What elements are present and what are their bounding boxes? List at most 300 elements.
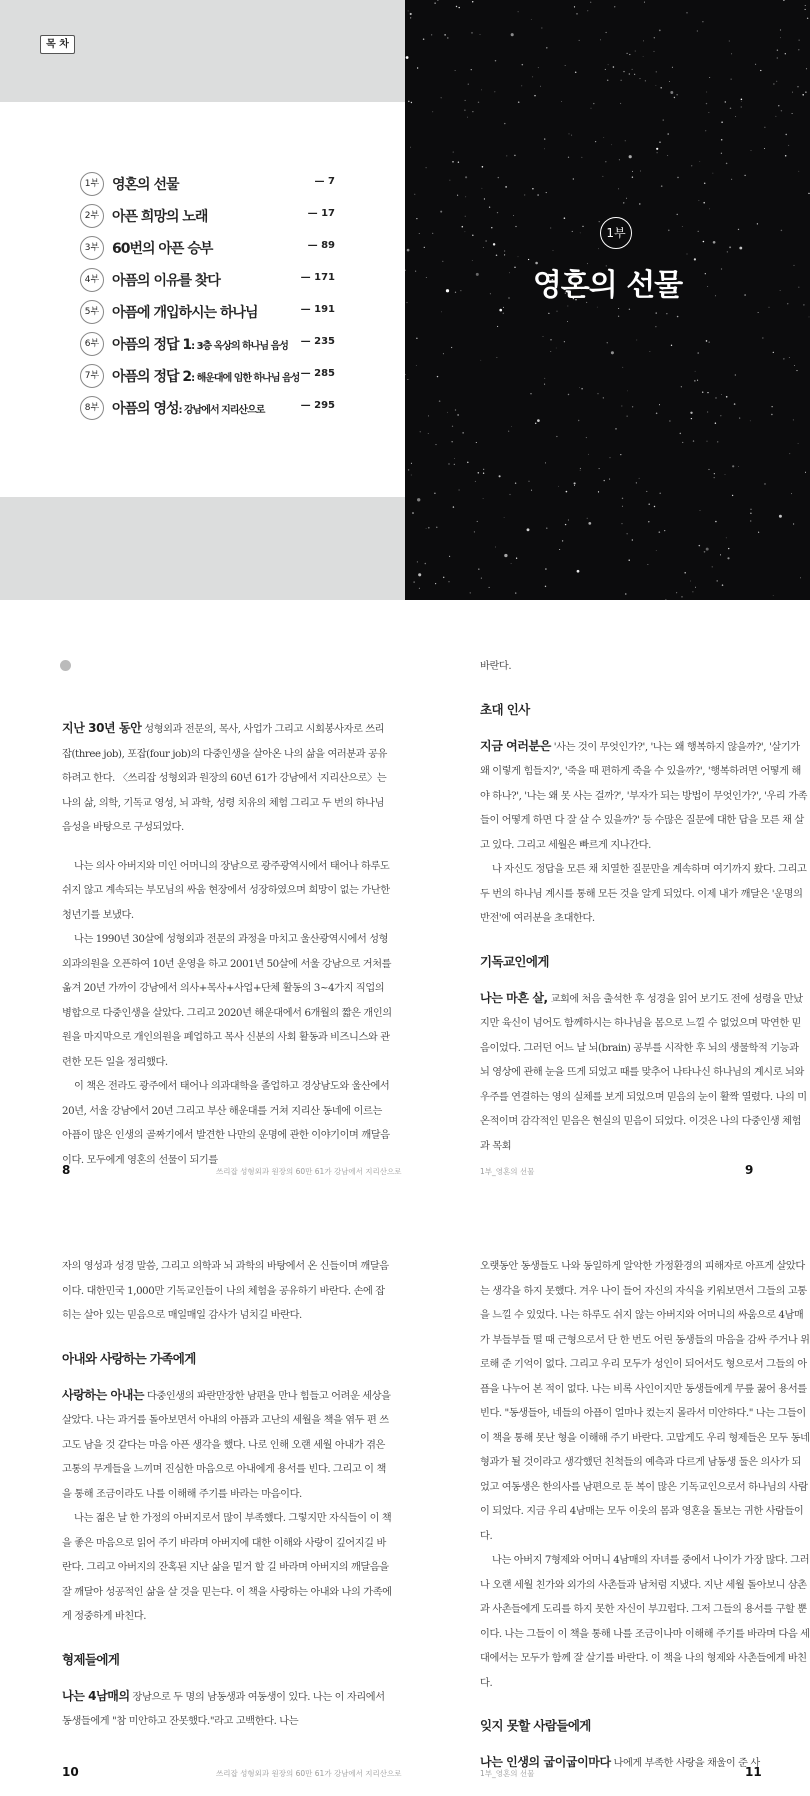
paragraph: 오랫동안 동생들도 나와 동일하게 알악한 가정환경의 피해자로 아프게 살았다는 생각을 하지 못했다. 겨우 나이 들어 자신의 자식을 키워보면서 그들의 고통을 느낄 수 있었다. 나는 하루도 쉬지 않는 아버지와 어머니의 싸움으로 4남매가 부들부들 떨 때 근형으로서 단 한 번도 어린 동생들의 마음을 감싸 주거나 위로해 준 기억이 없다. 그리고 우리 모두가 성인이 되어서도 형으로서 그들의 아픔을 나누어 본 적이 없다. 나는 비록 사인이지만 동생들에게 무릎 꿇어 용서를 빈다. "동생들아, 네들의 아픔이 얼마나 컸는지 몰라서 미안하다." 나는 그들이 이 책을 통해 못난 형을 이해해 주기 바란다. 고맙게도 우리 형제들은 모두 동네 형과가 될 것이라고 생각했던 친척들의 예측과 다르게 남동생 둘은 의사가 되었고 여동생은 한의사를 남편으로 둔 복이 많은 기독교인으로서 하나님의 사람이 되었다. 지금 우리 4남매는 모두 이웃의 몸과 영혼을 돌보는 귀한 사람들이다. [480,1261,810,1542]
star [720,554,721,555]
star [618,189,619,190]
star [580,468,581,469]
star [548,313,549,314]
star [632,171,633,172]
star [504,517,505,518]
page-number: 9 [745,1163,754,1177]
star [731,54,732,55]
star [454,464,455,465]
star [498,177,499,178]
star [706,340,708,342]
star [682,596,683,597]
star [655,326,656,327]
star [481,90,482,91]
star [771,414,772,415]
star [656,148,658,150]
star [656,85,657,86]
running-header: 1부_영혼의 선물 [480,1769,535,1778]
star [709,209,710,210]
star [703,241,705,243]
star [783,358,784,359]
star [447,37,448,38]
star [654,506,655,507]
star [410,17,411,18]
star [543,336,544,337]
star [629,309,630,310]
star [741,107,742,108]
star [495,60,496,61]
star [627,416,628,417]
star [471,69,472,70]
star [666,313,667,314]
star [777,49,778,50]
star [515,226,516,227]
star [708,341,710,343]
star [659,493,661,495]
star [762,338,763,339]
star [773,595,774,596]
star [465,196,466,197]
star [595,141,596,142]
star [590,2,591,3]
star [708,469,709,470]
star [499,475,501,477]
star [453,506,454,507]
toc-badge: 목 차 [40,35,75,54]
star [529,481,530,482]
star [605,161,606,162]
star [781,110,782,111]
star [452,161,454,163]
star [661,185,663,187]
toc-entry[interactable] [80,173,335,193]
star [435,444,436,445]
star [725,101,726,102]
star [567,321,568,322]
star [455,70,456,71]
star [598,248,599,249]
star [603,137,604,138]
star [532,77,533,78]
star [593,103,594,104]
star [785,53,786,54]
toc-subtitle: : 강남에서 지리산으로 [178,405,265,416]
star [537,194,539,196]
star [680,433,682,435]
star [493,243,495,245]
star [772,406,773,407]
star [773,83,774,84]
star [615,428,616,429]
star [707,411,708,412]
star [735,116,736,117]
paragraph: 나는 인생의 굽이굽이마다 나에게 부족한 사랑을 채울이 준 사 [480,1755,760,1769]
star [587,518,588,519]
star [480,360,481,361]
star [544,384,545,385]
star [791,493,792,494]
toc-entry[interactable] [80,237,335,257]
star [709,77,710,78]
star [607,79,609,81]
star [428,527,430,529]
star [805,9,806,10]
star [448,581,449,582]
star [648,521,649,522]
star [578,420,579,421]
star [588,522,591,525]
paragraph: 나는 4남매의 장남으로 두 명의 남동생과 여동생이 있다. 나는 이 자리에서 동생들에게 "참 미안하고 잔못했다."라고 고백한다. 나는 [62,1688,385,1727]
star [556,348,557,349]
star [608,64,609,65]
star [648,503,650,505]
star [437,376,438,377]
toc-page-number: — 285 [300,368,335,379]
star [650,351,651,352]
star [568,133,569,134]
star [452,426,453,427]
star [764,148,765,149]
star [713,173,714,174]
star [522,64,524,66]
star [669,81,670,82]
star [603,397,604,398]
star [454,458,455,459]
star [574,6,575,7]
star [579,387,580,388]
star [693,440,694,441]
star [625,140,626,141]
star [414,194,415,195]
star [725,474,726,475]
toc-title: 아픔의 영성: 강남에서 지리산으로 [112,401,265,417]
paragraph: 나는 아버지 7형제와 어머니 4남매의 자녀를 중에서 나이가 가장 많다. 그러나 오랜 세월 친가와 외가의 사촌들과 남처럼 지냈다. 지난 세월 돌아보니 삼촌과 사촌들에게 도리를 하지 못한 자신이 부끄럽다. 그저 그들의 용서를 구할 뿐이다. 나는 그들이 이 책을 통해 나를 조금이나마 이해해 주기를 바라며 다음 세대에서는 모두가 함께 잘 살기를 바란다. 이 책을 나의 형제와 사촌들에게 바친다. [480,1555,810,1689]
star [776,81,777,82]
star [803,304,804,305]
toc-entry[interactable] [80,301,335,321]
star [573,178,574,179]
star [716,580,718,582]
star [478,568,480,570]
star [744,175,745,176]
star [455,409,456,410]
star [544,148,545,149]
star [623,71,624,72]
star [458,489,459,490]
star [727,557,729,559]
star [426,167,427,168]
star [792,92,793,93]
toc-title: 60번의 아픈 승부 [112,241,213,257]
star [715,397,716,398]
star [721,139,723,141]
toc-entry[interactable] [80,365,335,385]
star [646,491,647,492]
star [503,313,504,314]
star [597,307,598,308]
toc-part-number: 4부 [80,268,104,292]
toc-entry[interactable] [80,205,335,225]
star [470,592,471,593]
star [704,551,706,553]
toc-title: 아픈 희망의 노래 [112,209,208,225]
toc-title: 아픔의 이유를 찾다 [112,273,220,289]
star [405,374,406,375]
star [726,396,728,398]
star [626,198,627,199]
star [659,531,661,533]
star [482,188,483,189]
star [669,420,670,421]
star [518,256,519,257]
star [659,142,660,143]
star [629,560,630,561]
page-10-body [62,1255,392,1735]
star [582,157,583,158]
star [660,87,662,89]
star [619,159,620,160]
star [591,108,592,109]
running-header: 쓰리잡 성형외과 원장의 60만 61가 강남에서 지리산으로 [216,1769,402,1778]
star [599,468,600,469]
star [472,1,473,2]
star [764,127,765,128]
star [556,436,557,437]
star [706,92,707,93]
star [467,462,468,463]
star [626,53,627,54]
star [478,472,480,474]
star [695,587,696,588]
star [531,490,532,491]
star [417,67,418,68]
star [564,217,566,219]
star [625,593,626,594]
paragraph: 나는 의사 아버지와 미인 어머니의 장남으로 광주광역시에서 태어나 하루도 쉬지 않고 계속되는 부모님의 싸움 현장에서 성장하였으며 희망이 없는 가난한 청년기를 보냈다. [62,860,390,921]
star [739,247,742,250]
star [588,454,589,455]
star [699,161,700,162]
star [441,97,442,98]
star [715,422,716,423]
star [739,418,740,419]
star [434,2,435,3]
star [656,550,657,551]
star [639,203,640,204]
star [676,592,677,593]
star [439,400,441,402]
star [480,34,481,35]
star [558,486,559,487]
toc-entry[interactable] [80,397,335,417]
star [544,138,545,139]
star [672,67,673,68]
star [432,111,433,112]
star [482,166,484,168]
star [806,68,807,69]
star [627,533,628,534]
star [691,165,692,166]
star [726,163,728,165]
star [783,0,785,1]
star [407,249,410,252]
toc-page-number: — 295 [300,400,335,411]
toc-title: 영혼의 선물 [112,177,179,193]
star [565,65,566,66]
star [785,155,787,157]
star [468,84,469,85]
star [731,179,732,180]
star [681,386,682,387]
star [457,195,458,196]
toc-page-number: — 171 [300,272,335,283]
star [715,521,717,523]
toc-part-number: 5부 [80,300,104,324]
star [664,530,665,531]
star [417,498,420,501]
star [605,69,606,70]
star [416,218,417,219]
star [452,441,453,442]
paragraph: 바란다. [480,661,512,672]
star [728,548,729,549]
paragraph: 자의 영성과 성경 말씀, 그리고 의학과 뇌 과학의 바탕에서 온 신들이며 깨달음이다. 대한민국 1,000만 기독교인들이 나의 체험을 공유하기 바란다. 손에 잡히는 살아 있는 믿음으로 매일매일 감사가 넘치길 바란다. [62,1261,389,1321]
star [618,308,619,309]
star [489,207,490,208]
star [789,357,790,358]
star [755,64,756,65]
star [483,469,484,470]
star [760,70,761,71]
star [476,442,477,443]
star [576,13,577,14]
star [545,586,546,587]
star [463,432,464,433]
toc-entry[interactable] [80,333,335,353]
star [653,51,654,52]
star [571,135,572,136]
toc-part-number: 6부 [80,332,104,356]
star [623,202,624,203]
star [609,479,610,480]
star [440,211,442,213]
star [509,494,510,495]
star [531,19,532,20]
star [788,145,789,146]
star [805,91,806,92]
star [741,101,742,102]
star [504,123,505,124]
star [477,521,478,522]
star [603,176,604,177]
toc-title: 아픔의 정답 2: 해운대에 임한 하나님 음성 [112,369,300,385]
star [489,587,490,588]
star [809,316,810,317]
star [483,498,484,499]
star [732,465,734,467]
star [645,80,646,81]
star [611,144,612,145]
star [566,491,568,493]
section-heading: 형제들에게 [62,1651,120,1667]
star [731,79,732,80]
star [424,247,425,248]
star [730,107,732,109]
star [741,99,743,101]
star [521,86,522,87]
star [431,34,432,35]
star [443,577,444,578]
star [643,40,644,41]
toc-title: 아픔의 정답 1: 3층 옥상의 하나님 음성 [112,337,288,353]
star [600,39,601,40]
star [800,578,801,579]
star [656,312,657,313]
star [714,473,715,474]
star [793,523,794,524]
star [515,593,516,594]
star [478,102,479,103]
star [432,233,433,234]
star [794,365,795,366]
star [524,194,525,195]
star [568,157,569,158]
star [434,492,436,494]
star [587,10,588,11]
section-heading: 초대 인사 [480,701,530,717]
toc-footer-band [0,497,405,600]
toc-entry[interactable] [80,269,335,289]
star [495,547,496,548]
star [598,491,599,492]
star [568,394,569,395]
star [796,370,797,371]
star [597,393,598,394]
star [622,506,623,507]
section-heading: 기독교인에게 [480,953,549,969]
star [550,228,551,229]
star [503,307,504,308]
toc-part-number: 3부 [80,236,104,260]
star [483,473,484,474]
star [436,527,437,528]
star [618,316,619,317]
star [721,121,723,123]
star [702,391,703,392]
star [729,40,730,41]
star [497,326,498,327]
part-number-badge: 1부 [600,217,632,249]
star [481,578,482,579]
star [518,11,519,12]
paragraph: 나는 1990년 30살에 성형외과 전문의 과정을 마치고 울산광역시에서 성형외과의원을 오픈하여 10년 운영을 하고 2001년 50살에 서울 강남으로 거처를 옮겨 20년 가까이 강남에서 의사+목사+사업+단체 활동의 3~4가지 직업의 병합으로 다중인생을 살았다. 그리고 2020년 해운대에서 6개월의 짧은 개인의원을 마지막으로 개인의원을 폐업하고 목사 신분의 사회 활동과 비즈니스와 관련한 모든 일을 정리했다. [62,934,392,1068]
star [706,103,707,104]
toc-part-number: 7부 [80,364,104,388]
star [485,240,486,241]
star [786,134,787,135]
star [611,351,614,354]
star [464,110,465,111]
star [768,307,769,308]
toc-part-number: 1부 [80,172,104,196]
star [410,13,412,15]
star [799,40,800,41]
star [472,234,474,236]
star [572,231,573,232]
star [721,153,722,154]
star [550,351,551,352]
star [792,113,793,114]
